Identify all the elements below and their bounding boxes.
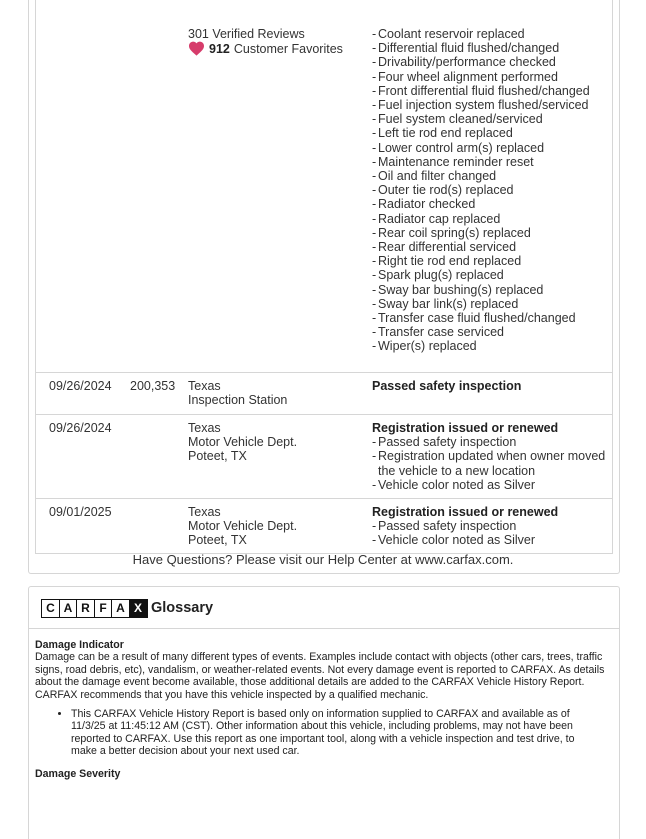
list-item: - Transfer case serviced (372, 325, 608, 339)
list-item: - Passed safety inspection (372, 519, 608, 533)
favorites-label: Customer Favorites (233, 41, 343, 56)
glossary-body (35, 639, 617, 780)
logo-letter: X (129, 599, 148, 618)
list-item: - Outer tie rod(s) replaced (372, 183, 608, 197)
table-row (36, 372, 612, 414)
source-line: Motor Vehicle Dept. (188, 519, 298, 534)
vehicle-history-card (28, 0, 620, 574)
list-item: - Passed safety inspection (372, 435, 608, 449)
source-line: Texas (188, 421, 221, 435)
history-table (35, 0, 613, 554)
list-item: - Drivability/performance checked (372, 55, 608, 69)
list-item: - Fuel system cleaned/serviced (372, 112, 608, 126)
list-item: - Vehicle color noted as Silver (372, 478, 608, 492)
mileage-cell: 200,353 (130, 379, 176, 393)
comments-cell (372, 421, 608, 492)
event-details (372, 519, 608, 547)
list-item: - Left tie rod end replaced (372, 126, 608, 140)
disclaimer-list (71, 708, 617, 758)
damage-indicator-heading: Damage Indicator (35, 639, 124, 651)
event-title: Passed safety inspection (372, 379, 522, 393)
list-item: - Maintenance reminder reset (372, 155, 608, 169)
list-item: - Differential fluid flushed/changed (372, 41, 608, 55)
event-title: Registration issued or renewed (372, 421, 559, 435)
date-cell: 09/26/2024 (49, 379, 112, 393)
list-item: - Fuel injection system flushed/serviced (372, 98, 608, 112)
list-item: - Registration updated when owner moved the vehicle to a new location (372, 449, 608, 477)
list-item: - Vehicle color noted as Silver (372, 533, 608, 547)
table-row (36, 498, 612, 554)
source-line: Texas (188, 505, 221, 519)
source-line: Inspection Station (188, 393, 288, 408)
disclaimer-text: • This CARFAX Vehicle History Report is based only on information supplied to CARFAX and available as of 11/3/25 at 11:45:12 AM (CST). Other information about this vehicle, including problems, may not have been reported to CARFAX. Use this report as one important tool, along with a vehicle inspection and test drive, to make a better decision about your next used car. (71, 708, 617, 758)
list-item: - Radiator checked (372, 197, 608, 211)
comments-cell (372, 27, 608, 354)
help-center-text: Have Questions? Please visit our Help Center at www.carfax.com. (132, 552, 514, 567)
source-line: Motor Vehicle Dept. (188, 435, 298, 450)
comments-cell (372, 505, 608, 548)
service-list (372, 27, 608, 354)
verified-reviews[interactable]: 301 Verified Reviews (188, 27, 305, 41)
logo-letter: A (59, 599, 78, 618)
damage-indicator-text: Damage can be a result of many different types of events. Examples include contact with objects (other cars, trees, traffic signs, road debris, etc), vandalism, or weather-related events. Not every damage event is reported to CARFAX. As details about the damage event become available, those additional details are added to the CARFAX Vehicle History Report. CARFAX recommends that you have this vehicle inspected by a qualified mechanic. (35, 651, 605, 701)
list-item: - Sway bar bushing(s) replaced (372, 283, 608, 297)
logo-letter: A (111, 599, 130, 618)
list-item: - Right tie rod end replaced (372, 254, 608, 268)
service-source-cell (188, 27, 343, 56)
event-details (372, 435, 608, 492)
comments-cell (372, 379, 608, 393)
list-item: - Rear coil spring(s) replaced (372, 226, 608, 240)
logo-letter: F (94, 599, 113, 618)
source-cell (188, 505, 297, 548)
list-item: - Sway bar link(s) replaced (372, 297, 608, 311)
list-item: - Transfer case fluid flushed/changed (372, 311, 608, 325)
heart-icon (188, 41, 205, 56)
list-item: - Spark plug(s) replaced (372, 268, 608, 282)
favorites-count: 912 (209, 41, 230, 56)
logo-letter: R (76, 599, 95, 618)
damage-severity-heading: Damage Severity (35, 767, 121, 780)
table-row (36, 0, 612, 372)
list-item: - Rear differential serviced (372, 240, 608, 254)
list-item: - Wiper(s) replaced (372, 339, 608, 353)
source-line: Poteet, TX (188, 449, 247, 464)
glossary-title: Glossary (151, 600, 214, 616)
list-item: - Radiator cap replaced (372, 212, 608, 226)
list-item: - Lower control arm(s) replaced (372, 141, 608, 155)
event-title: Registration issued or renewed (372, 505, 559, 519)
source-line: Poteet, TX (188, 533, 247, 548)
logo-letter: C (41, 599, 60, 618)
source-cell (188, 379, 287, 407)
glossary-card (28, 586, 620, 839)
date-cell: 09/01/2025 (49, 505, 112, 519)
customer-favorites[interactable] (188, 41, 343, 56)
carfax-logo (41, 599, 146, 618)
list-item: - Front differential fluid flushed/changed (372, 84, 608, 98)
glossary-header (29, 587, 619, 629)
list-item: - Oil and filter changed (372, 169, 608, 183)
table-row (36, 414, 612, 498)
list-item: - Coolant reservoir replaced (372, 27, 608, 41)
source-line: Texas (188, 379, 221, 393)
list-item: - Four wheel alignment performed (372, 70, 608, 84)
date-cell: 09/26/2024 (49, 421, 112, 435)
source-cell (188, 421, 297, 464)
